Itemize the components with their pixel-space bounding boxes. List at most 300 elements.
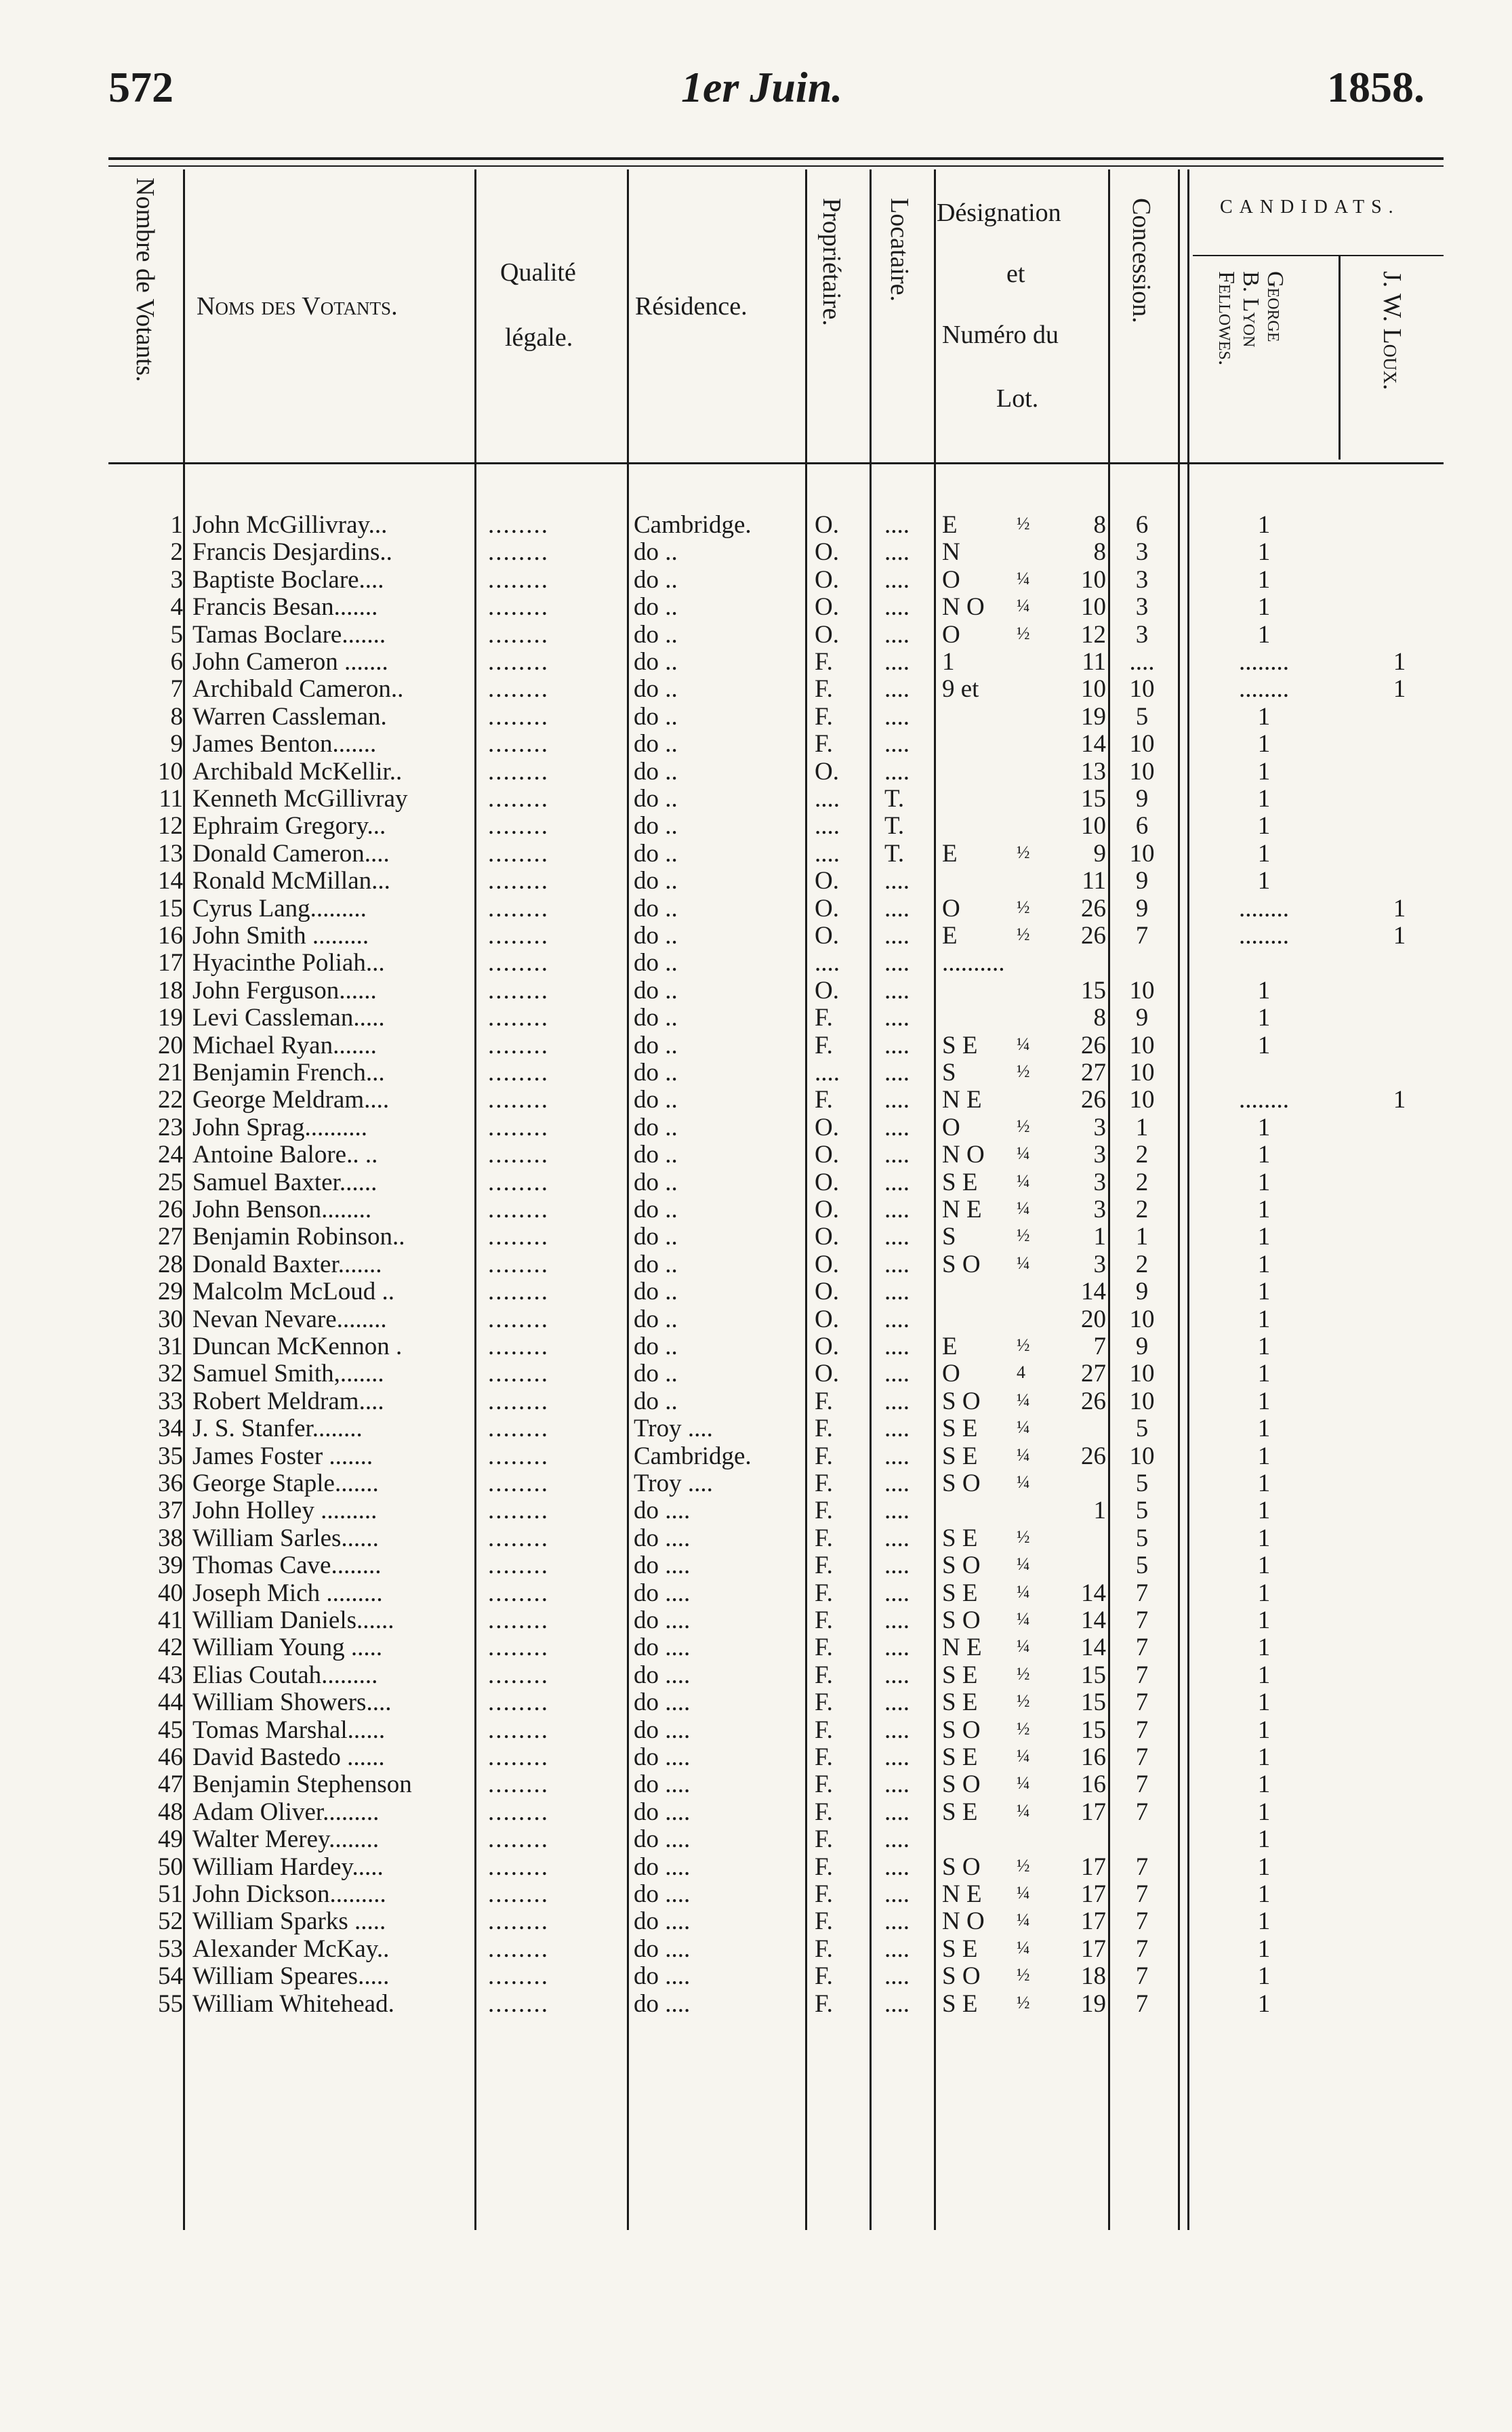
header-candidate-1-line-3: Fellowes. [1214, 271, 1239, 366]
vote-fellowes: 1 [1257, 977, 1271, 1005]
voter-number: 6 [170, 648, 183, 676]
lot-number: 3 [1093, 1251, 1106, 1278]
concession: 6 [1135, 511, 1149, 539]
lot-number: 3 [1093, 1141, 1106, 1169]
voter-number: 37 [158, 1497, 183, 1524]
concession: 7 [1135, 1606, 1149, 1634]
voter-name: Michael Ryan....... [192, 1032, 377, 1059]
designation: S E [942, 1935, 978, 1963]
table-row [0, 1139, 1512, 1171]
residence: do .. [634, 730, 678, 758]
proprietaire: F. [815, 1716, 833, 1744]
residence: Troy .... [634, 1470, 713, 1497]
concession: 10 [1129, 977, 1155, 1005]
voter-number: 8 [170, 703, 183, 731]
qualite-legale: ........ [488, 1305, 549, 1333]
voter-number: 4 [170, 593, 183, 621]
residence: do .... [634, 1907, 691, 1935]
lot-number: 17 [1081, 1907, 1106, 1935]
qualite-legale: ........ [488, 1086, 549, 1114]
table-row [0, 1413, 1512, 1444]
locataire: .... [884, 1770, 910, 1798]
residence: do .. [634, 922, 678, 950]
concession: 5 [1135, 1415, 1149, 1442]
proprietaire: F. [815, 1004, 833, 1032]
designation: .......... [942, 949, 1005, 977]
lot-fraction: ½ [1017, 1116, 1030, 1136]
vote-fellowes: 1 [1257, 1278, 1271, 1305]
locataire: .... [884, 1524, 910, 1552]
vote-fellowes: ........ [1239, 1086, 1289, 1114]
candidats-rule [1193, 255, 1444, 256]
designation: E [942, 511, 958, 539]
voter-name: Samuel Baxter...... [192, 1169, 377, 1196]
locataire: .... [884, 703, 910, 731]
locataire: T. [884, 840, 905, 868]
lot-fraction: 4 [1017, 1362, 1025, 1382]
concession: 9 [1135, 867, 1149, 895]
concession: 10 [1129, 1387, 1155, 1415]
voter-name: Robert Meldram.... [192, 1387, 384, 1415]
locataire: .... [884, 1059, 910, 1087]
proprietaire: O. [815, 1333, 839, 1360]
vote-loux: 1 [1393, 675, 1406, 703]
lot-number: 13 [1081, 758, 1106, 786]
voter-name: William Hardey..... [192, 1853, 384, 1881]
residence: Troy .... [634, 1415, 713, 1442]
qualite-legale: ........ [488, 1853, 549, 1881]
voter-name: John Dickson......... [192, 1880, 386, 1908]
qualite-legale: ........ [488, 812, 549, 840]
proprietaire: O. [815, 1223, 839, 1251]
qualite-legale: ........ [488, 785, 549, 813]
lot-fraction: ¼ [1017, 1801, 1030, 1821]
qualite-legale: ........ [488, 1524, 549, 1552]
table-row [0, 1276, 1512, 1308]
proprietaire: F. [815, 1770, 833, 1798]
voter-number: 14 [158, 867, 183, 895]
concession: 3 [1135, 621, 1149, 649]
header-candidate-1-line-1: George [1263, 271, 1288, 342]
designation: S E [942, 1415, 978, 1442]
designation: S O [942, 1962, 981, 1990]
residence: Cambridge. [634, 1442, 752, 1470]
proprietaire: O. [815, 1141, 839, 1169]
header-designation-1: Désignation [937, 199, 1061, 227]
voter-name: Cyrus Lang......... [192, 895, 367, 923]
lot-fraction: ¼ [1017, 1746, 1030, 1766]
lot-number: 14 [1081, 1579, 1106, 1607]
concession: 7 [1135, 1688, 1149, 1716]
locataire: .... [884, 1415, 910, 1442]
header-candidate-2: J. W. Loux. [1378, 271, 1406, 390]
voter-name: James Benton....... [192, 730, 377, 758]
voter-number: 19 [158, 1004, 183, 1032]
concession: .... [1129, 648, 1155, 676]
proprietaire: O. [815, 977, 839, 1005]
lot-fraction: ¼ [1017, 1910, 1030, 1930]
lot-fraction: ¼ [1017, 1171, 1030, 1191]
lot-number: 10 [1081, 593, 1106, 621]
lot-fraction: ¼ [1017, 1472, 1030, 1492]
residence: do .. [634, 895, 678, 923]
vote-fellowes: 1 [1257, 566, 1271, 594]
proprietaire: O. [815, 593, 839, 621]
header-residence: Résidence. [635, 292, 748, 321]
lot-number: 8 [1093, 1004, 1106, 1032]
proprietaire: F. [815, 1990, 833, 2018]
header-nombre: Nombre de Votants. [131, 178, 159, 382]
residence: do .... [634, 1990, 691, 2018]
voter-number: 27 [158, 1223, 183, 1251]
lot-number: 19 [1081, 1990, 1106, 2018]
qualite-legale: ........ [488, 648, 549, 676]
qualite-legale: ........ [488, 1798, 549, 1826]
table-row [0, 1358, 1512, 1390]
voter-name: John Sprag.......... [192, 1114, 367, 1141]
vote-fellowes: 1 [1257, 840, 1271, 868]
locataire: .... [884, 1743, 910, 1771]
lot-fraction: ¼ [1017, 1554, 1030, 1574]
vote-fellowes: 1 [1257, 1606, 1271, 1634]
lot-fraction: ¼ [1017, 1253, 1030, 1273]
designation: S E [942, 1688, 978, 1716]
residence: do .. [634, 867, 678, 895]
voter-name: John McGillivray... [192, 511, 388, 539]
lot-number: 14 [1081, 1606, 1106, 1634]
vote-fellowes: ........ [1239, 922, 1289, 950]
qualite-legale: ........ [488, 922, 549, 950]
table-row [0, 1632, 1512, 1663]
voter-name: Ephraim Gregory... [192, 812, 386, 840]
concession: 10 [1129, 1442, 1155, 1470]
voter-number: 49 [158, 1825, 183, 1853]
locataire: .... [884, 1387, 910, 1415]
locataire: .... [884, 1907, 910, 1935]
lot-fraction: ¼ [1017, 1034, 1030, 1054]
residence: do .. [634, 1141, 678, 1169]
lot-number: 11 [1082, 867, 1106, 895]
voter-number: 38 [158, 1524, 183, 1552]
vote-fellowes: 1 [1257, 1825, 1271, 1853]
proprietaire: F. [815, 1743, 833, 1771]
lot-number: 26 [1081, 1387, 1106, 1415]
lot-number: 16 [1081, 1743, 1106, 1771]
concession: 5 [1135, 1552, 1149, 1579]
designation: O [942, 895, 960, 923]
concession: 7 [1135, 1716, 1149, 1744]
voter-number: 31 [158, 1333, 183, 1360]
qualite-legale: ........ [488, 1169, 549, 1196]
concession: 7 [1135, 1770, 1149, 1798]
residence: do .. [634, 1223, 678, 1251]
vote-fellowes: 1 [1257, 511, 1271, 539]
lot-number: 15 [1081, 977, 1106, 1005]
concession: 7 [1135, 1853, 1149, 1881]
qualite-legale: ........ [488, 566, 549, 594]
residence: do .. [634, 675, 678, 703]
qualite-legale: ........ [488, 1579, 549, 1607]
voter-name: Benjamin French... [192, 1059, 385, 1087]
table-row [0, 1961, 1512, 1992]
voter-name: Tamas Boclare....... [192, 621, 386, 649]
locataire: .... [884, 1442, 910, 1470]
concession: 7 [1135, 1990, 1149, 2018]
concession: 10 [1129, 1360, 1155, 1387]
locataire: .... [884, 648, 910, 676]
residence: do .. [634, 1305, 678, 1333]
lot-number: 26 [1081, 1086, 1106, 1114]
voter-name: George Staple....... [192, 1470, 379, 1497]
designation: S O [942, 1552, 981, 1579]
qualite-legale: ........ [488, 1415, 549, 1442]
concession: 9 [1135, 785, 1149, 813]
proprietaire: O. [815, 1169, 839, 1196]
residence: do .. [634, 1333, 678, 1360]
locataire: .... [884, 867, 910, 895]
lot-fraction: ¼ [1017, 569, 1030, 588]
concession: 10 [1129, 840, 1155, 868]
qualite-legale: ........ [488, 1770, 549, 1798]
header-locataire: Locataire. [885, 198, 914, 302]
voter-number: 2 [170, 538, 183, 566]
header-top-rule-thin [108, 165, 1444, 167]
table-row [0, 1906, 1512, 1937]
concession: 5 [1135, 1524, 1149, 1552]
concession: 10 [1129, 730, 1155, 758]
voter-number: 44 [158, 1688, 183, 1716]
lot-number: 20 [1081, 1305, 1106, 1333]
voter-name: William Daniels...... [192, 1606, 394, 1634]
vote-fellowes: 1 [1257, 1634, 1271, 1661]
proprietaire: F. [815, 1853, 833, 1881]
table-row [0, 811, 1512, 842]
concession: 7 [1135, 1634, 1149, 1661]
voter-name: John Benson........ [192, 1196, 372, 1223]
voter-name: Antoine Balore.. .. [192, 1141, 378, 1169]
voter-number: 12 [158, 812, 183, 840]
voter-name: James Foster ....... [192, 1442, 373, 1470]
voter-number: 40 [158, 1579, 183, 1607]
designation: S [942, 1223, 956, 1251]
residence: do .... [634, 1935, 691, 1963]
qualite-legale: ........ [488, 758, 549, 786]
table-row [0, 866, 1512, 897]
lot-fraction: ¼ [1017, 1143, 1030, 1163]
lot-number: 26 [1081, 1032, 1106, 1059]
voter-name: Benjamin Robinson.. [192, 1223, 405, 1251]
vote-fellowes: 1 [1257, 1579, 1271, 1607]
voter-name: Walter Merey........ [192, 1825, 380, 1853]
voter-name: Kenneth McGillivray [192, 785, 408, 813]
vote-fellowes: 1 [1257, 703, 1271, 731]
voter-name: Ronald McMillan... [192, 867, 390, 895]
voter-number: 47 [158, 1770, 183, 1798]
qualite-legale: ........ [488, 1825, 549, 1853]
residence: do .. [634, 1278, 678, 1305]
residence: do .. [634, 648, 678, 676]
proprietaire: F. [815, 1086, 833, 1114]
voter-name: Thomas Cave........ [192, 1552, 382, 1579]
locataire: T. [884, 785, 905, 813]
designation: E [942, 1333, 958, 1360]
designation: N E [942, 1880, 982, 1908]
locataire: .... [884, 1196, 910, 1223]
voter-name: Tomas Marshal...... [192, 1716, 386, 1744]
qualite-legale: ........ [488, 1387, 549, 1415]
locataire: .... [884, 758, 910, 786]
voter-name: David Bastedo ...... [192, 1743, 385, 1771]
vote-fellowes: 1 [1257, 1661, 1271, 1689]
header-designation-2: et [1006, 260, 1025, 288]
vote-fellowes: 1 [1257, 1798, 1271, 1826]
concession: 7 [1135, 922, 1149, 950]
lot-fraction: ½ [1017, 1856, 1030, 1876]
designation: N O [942, 1907, 985, 1935]
designation: N E [942, 1196, 982, 1223]
voter-number: 55 [158, 1990, 183, 2018]
locataire: T. [884, 812, 905, 840]
voter-number: 51 [158, 1880, 183, 1908]
qualite-legale: ........ [488, 1278, 549, 1305]
lot-fraction: ¼ [1017, 1582, 1030, 1602]
proprietaire: F. [815, 1935, 833, 1963]
proprietaire: O. [815, 1196, 839, 1223]
voter-number: 17 [158, 949, 183, 977]
residence: do .... [634, 1524, 691, 1552]
voter-name: Donald Cameron.... [192, 840, 390, 868]
voter-name: Samuel Smith,....... [192, 1360, 384, 1387]
voter-number: 9 [170, 730, 183, 758]
lot-fraction: ½ [1017, 1527, 1030, 1547]
table-row [0, 1002, 1512, 1034]
locataire: .... [884, 977, 910, 1005]
locataire: .... [884, 1552, 910, 1579]
voter-name: John Cameron ....... [192, 648, 388, 676]
designation: 1 [942, 648, 955, 676]
lot-number: 16 [1081, 1770, 1106, 1798]
voter-number: 48 [158, 1798, 183, 1826]
vote-fellowes: 1 [1257, 758, 1271, 786]
header-designation-3: Numéro du [942, 321, 1059, 349]
vote-fellowes: 1 [1257, 1387, 1271, 1415]
proprietaire: O. [815, 922, 839, 950]
page-number: 572 [108, 63, 173, 111]
vote-fellowes: 1 [1257, 593, 1271, 621]
residence: do .... [634, 1634, 691, 1661]
residence: do .. [634, 840, 678, 868]
residence: do .... [634, 1798, 691, 1826]
proprietaire: O. [815, 511, 839, 539]
voter-number: 46 [158, 1743, 183, 1771]
voter-name: Donald Baxter....... [192, 1251, 382, 1278]
lot-fraction: ½ [1017, 1719, 1030, 1739]
proprietaire: O. [815, 758, 839, 786]
voter-name: William Sparks ..... [192, 1907, 386, 1935]
designation: S E [942, 1798, 978, 1826]
locataire: .... [884, 1305, 910, 1333]
qualite-legale: ........ [488, 511, 549, 539]
lot-fraction: ¼ [1017, 1198, 1030, 1218]
vote-fellowes: ........ [1239, 895, 1289, 923]
voter-name: Nevan Nevare........ [192, 1305, 387, 1333]
concession: 7 [1135, 1962, 1149, 1990]
proprietaire: F. [815, 1661, 833, 1689]
voter-number: 5 [170, 621, 183, 649]
lot-number: 9 [1093, 840, 1106, 868]
voter-number: 39 [158, 1552, 183, 1579]
vote-fellowes: ........ [1239, 648, 1289, 676]
proprietaire: .... [815, 949, 840, 977]
locataire: .... [884, 1962, 910, 1990]
qualite-legale: ........ [488, 1880, 549, 1908]
designation: N E [942, 1634, 982, 1661]
designation: S O [942, 1251, 981, 1278]
locataire: .... [884, 1333, 910, 1360]
qualite-legale: ........ [488, 1634, 549, 1661]
concession: 5 [1135, 1497, 1149, 1524]
vote-fellowes: 1 [1257, 1880, 1271, 1908]
qualite-legale: ........ [488, 1114, 549, 1141]
lot-fraction: ½ [1017, 925, 1030, 944]
proprietaire: F. [815, 1688, 833, 1716]
proprietaire: O. [815, 1360, 839, 1387]
qualite-legale: ........ [488, 1442, 549, 1470]
designation: S O [942, 1606, 981, 1634]
qualite-legale: ........ [488, 1141, 549, 1169]
qualite-legale: ........ [488, 1333, 549, 1360]
residence: do .... [634, 1880, 691, 1908]
locataire: .... [884, 1223, 910, 1251]
qualite-legale: ........ [488, 1606, 549, 1634]
residence: do .... [634, 1962, 691, 1990]
residence: do .... [634, 1606, 691, 1634]
concession: 10 [1129, 675, 1155, 703]
vote-loux: 1 [1393, 1086, 1406, 1114]
residence: do .. [634, 949, 678, 977]
proprietaire: F. [815, 1497, 833, 1524]
table-row [0, 1495, 1512, 1526]
proprietaire: F. [815, 1634, 833, 1661]
lot-fraction: ¼ [1017, 1883, 1030, 1903]
proprietaire: .... [815, 812, 840, 840]
qualite-legale: ........ [488, 1907, 549, 1935]
lot-number: 27 [1081, 1059, 1106, 1087]
proprietaire: F. [815, 1825, 833, 1853]
voter-name: Alexander McKay.. [192, 1935, 390, 1963]
proprietaire: O. [815, 867, 839, 895]
vote-fellowes: 1 [1257, 1114, 1271, 1141]
qualite-legale: ........ [488, 1004, 549, 1032]
concession: 7 [1135, 1880, 1149, 1908]
lot-number: 17 [1081, 1853, 1106, 1881]
voter-number: 28 [158, 1251, 183, 1278]
proprietaire: O. [815, 1305, 839, 1333]
locataire: .... [884, 1169, 910, 1196]
voter-number: 35 [158, 1442, 183, 1470]
header-concession: Concession. [1127, 198, 1156, 323]
qualite-legale: ........ [488, 867, 549, 895]
vote-fellowes: 1 [1257, 1853, 1271, 1881]
lot-number: 10 [1081, 812, 1106, 840]
qualite-legale: ........ [488, 977, 549, 1005]
voter-name: Elias Coutah......... [192, 1661, 378, 1689]
voter-name: Archibald McKellir.. [192, 758, 403, 786]
locataire: .... [884, 1606, 910, 1634]
concession: 9 [1135, 1333, 1149, 1360]
residence: do .. [634, 758, 678, 786]
locataire: .... [884, 538, 910, 566]
